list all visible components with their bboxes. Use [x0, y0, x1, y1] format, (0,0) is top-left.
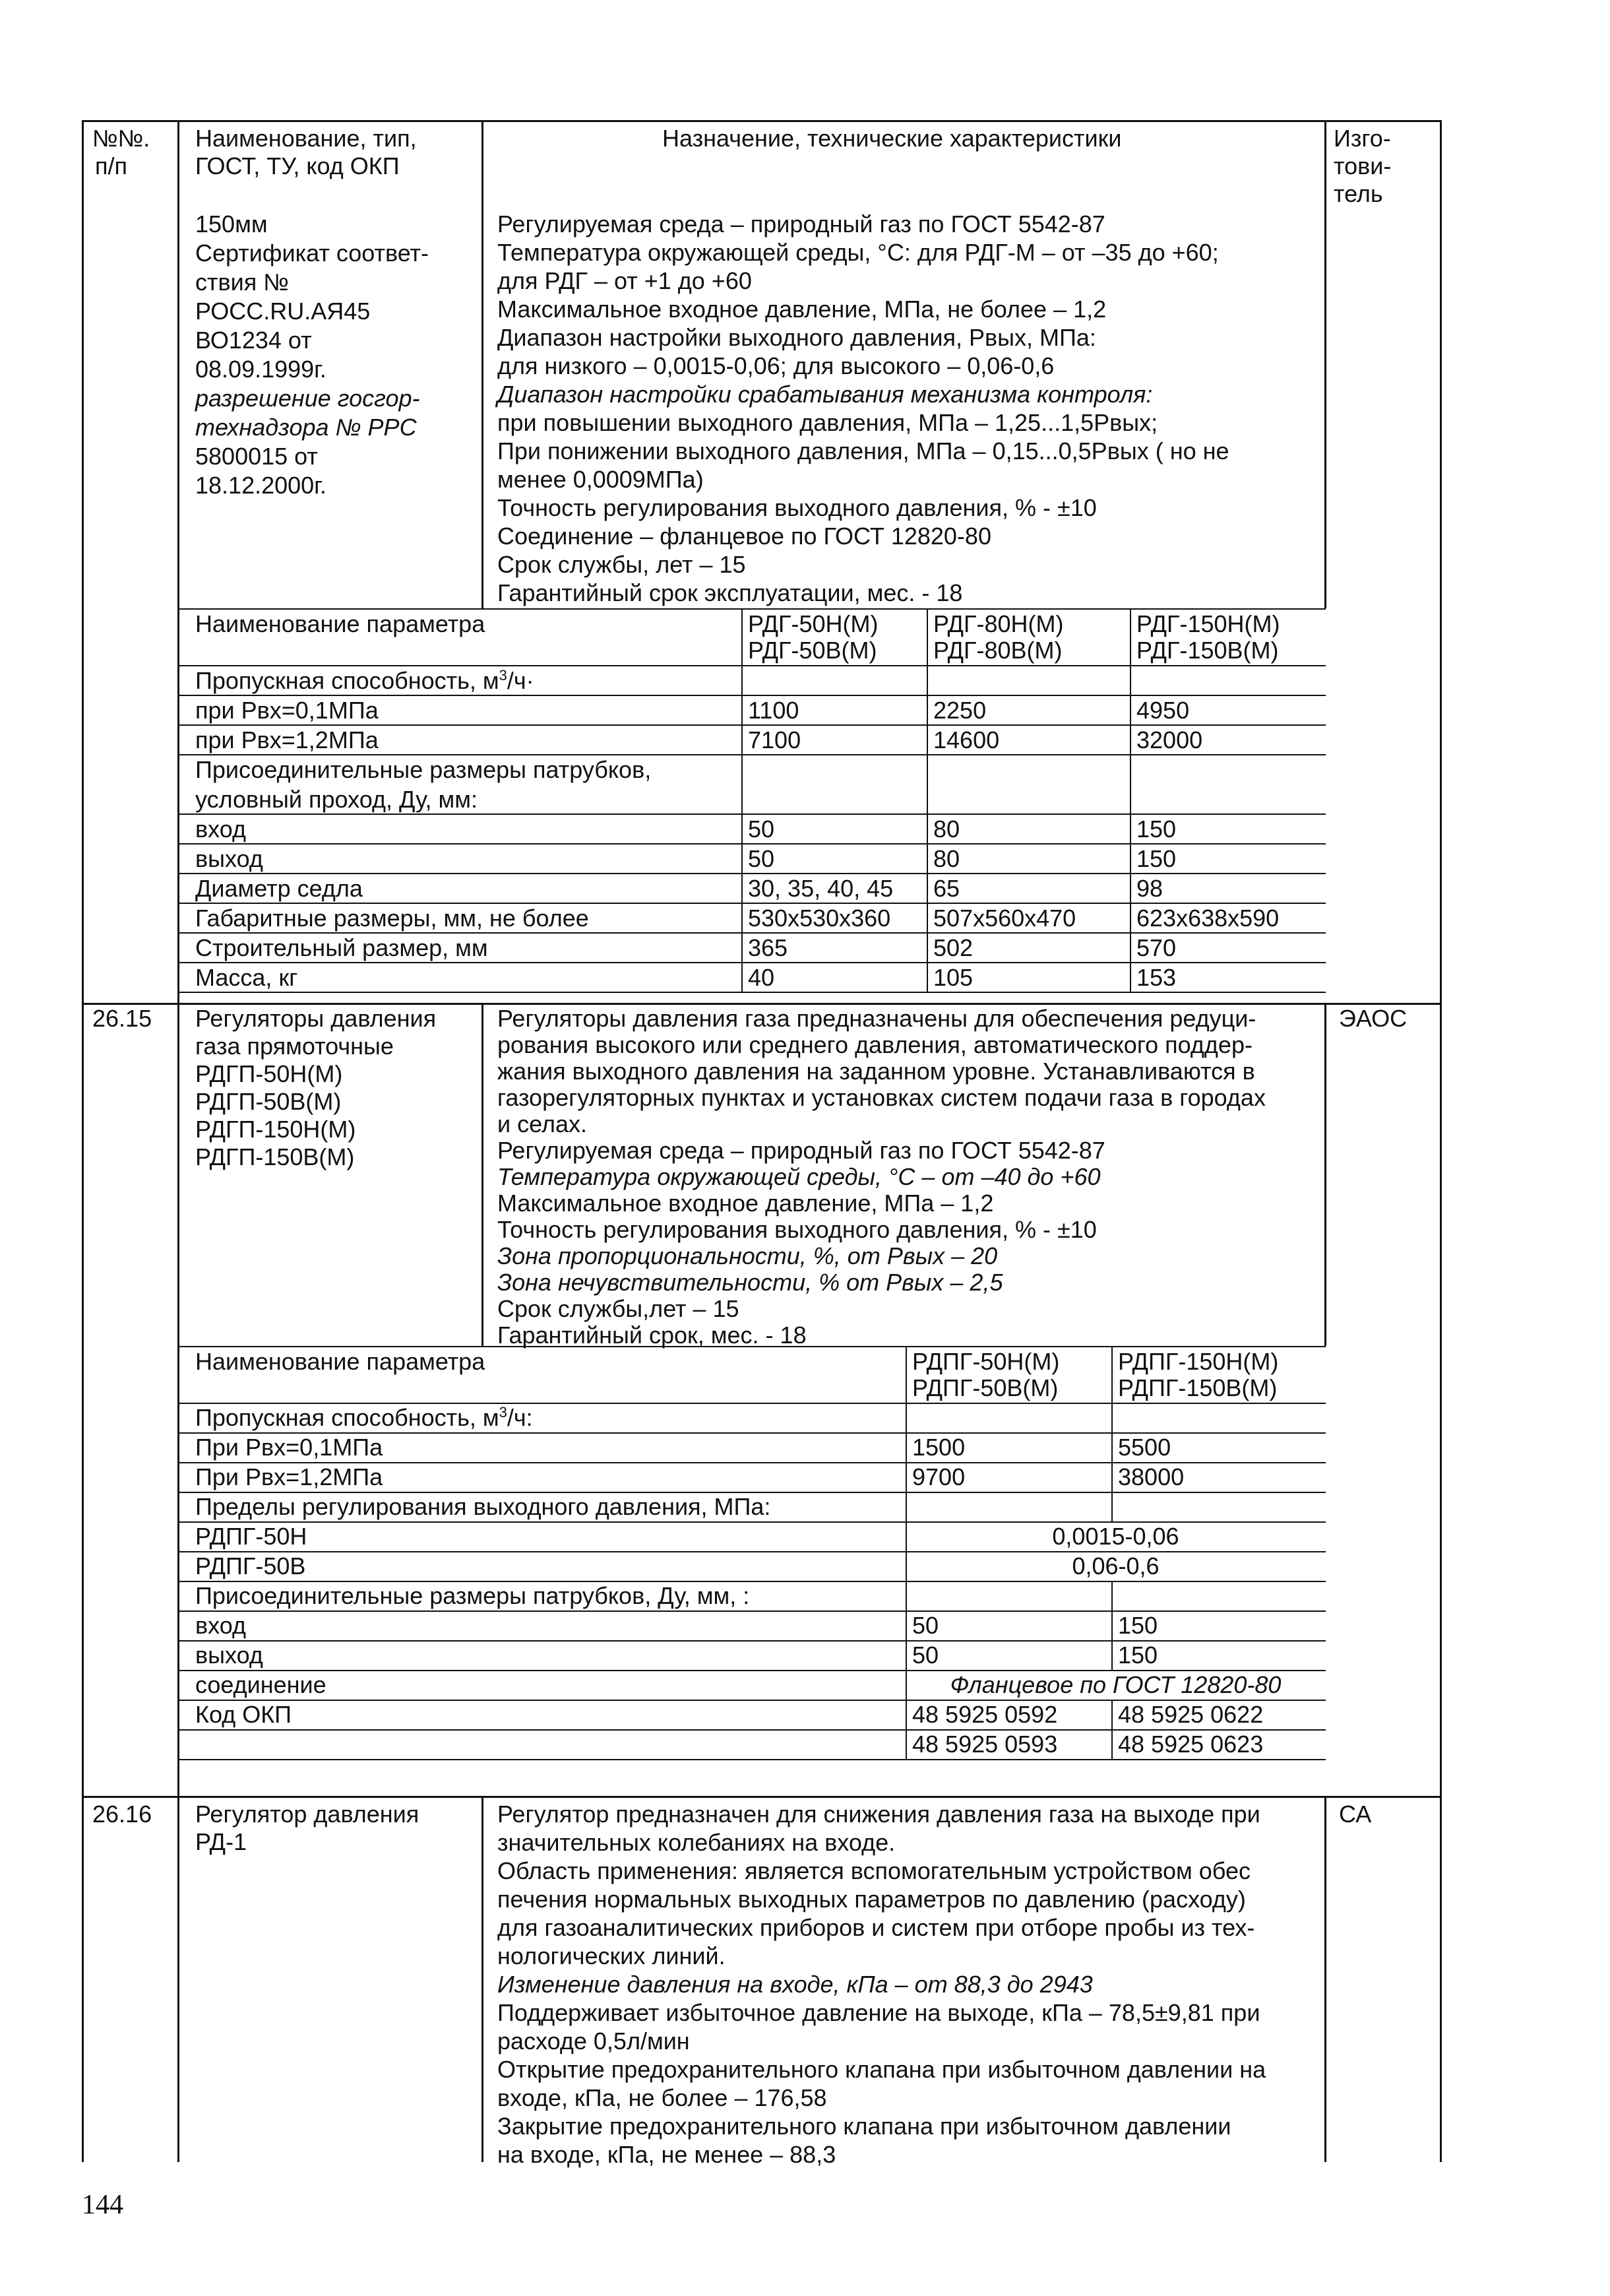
- item2-spec-line: входе, кПа, не более – 176,58: [497, 2084, 827, 2111]
- cont-spec-line: для РДГ – от +1 до +60: [497, 267, 752, 294]
- cont-name-line: 18.12.2000г.: [195, 472, 326, 499]
- t2-col-line: [906, 1581, 907, 1610]
- param-value-span: 0,0015-0,06: [1052, 1523, 1179, 1550]
- item2-spec-line: Регулятор предназначен для снижения давления газа на выходе при: [497, 1801, 1260, 1828]
- t2-col-line: [906, 1640, 907, 1670]
- param-value: 502: [933, 934, 974, 961]
- param-label: выход: [195, 1642, 263, 1669]
- header-maker-1: Изго-: [1334, 125, 1391, 152]
- param-value: 7100: [748, 726, 801, 753]
- cont-spec-line: для низкого – 0,0015-0,06; для высокого – 0,06-0,6: [497, 352, 1055, 379]
- item1-maker: ЭАОС: [1339, 1005, 1408, 1032]
- param-value: 150: [1136, 815, 1177, 843]
- item1-name-line: РДГП-150Н(М): [195, 1116, 356, 1143]
- item2-spec-line: значительных колебаниях на входе.: [497, 1829, 896, 1856]
- param-label: Присоединительные размеры патрубков,: [195, 756, 652, 783]
- param-value-span: 0,06-0,6: [1072, 1552, 1160, 1579]
- param-value: 48 5925 0592: [912, 1701, 1058, 1728]
- param-value: 150: [1118, 1642, 1158, 1669]
- t2-col-line: [906, 1462, 907, 1492]
- param-value: 150: [1136, 845, 1177, 872]
- item1-number: 26.15: [92, 1005, 152, 1032]
- header-maker-2: тови-: [1334, 152, 1392, 179]
- header-num-1: №№.: [92, 125, 150, 152]
- param-label: При Рвх=1,2МПа: [195, 1463, 383, 1490]
- cont-spec-line: Температура окружающей среды, °С: для РДГ-М – от –35 до +60;: [497, 239, 1219, 266]
- t2-col-line: [906, 1670, 907, 1700]
- table-border-top: [82, 120, 1442, 122]
- param-label: условный проход, Ду, мм:: [195, 786, 478, 813]
- t1-col-line: [927, 608, 928, 992]
- param-header: Наименование параметра: [195, 1348, 485, 1375]
- t2-col-line: [1111, 1610, 1113, 1640]
- param-label: При Рвх=0,1МПа: [195, 1434, 383, 1461]
- model-name: РДГ-80В(М): [933, 637, 1063, 664]
- param-value: 30, 35, 40, 45: [748, 875, 894, 902]
- param-value: 530х530х360: [748, 905, 891, 932]
- param-value: 5500: [1118, 1434, 1171, 1461]
- param-label: вход: [195, 1612, 246, 1639]
- item2-name-2: РД-1: [195, 1828, 247, 1855]
- t2-col-line: [1111, 1640, 1113, 1670]
- param-label: при Рвх=1,2МПа: [195, 726, 379, 753]
- cont-spec-line: при повышении выходного давления, МПа – 1,25...1,5Рвых;: [497, 409, 1158, 436]
- item1-spec-line: Регулируемая среда – природный газ по ГОСТ 5542-87: [497, 1137, 1105, 1164]
- header-purpose: Назначение, технические характеристики: [662, 125, 1122, 152]
- param-header: Наименование параметра: [195, 610, 485, 637]
- table-border-left: [82, 120, 84, 2162]
- cont-spec-line: Диапазон настройки выходного давления, Рвых, МПа:: [497, 324, 1096, 351]
- model-name: РДПГ-150В(М): [1118, 1374, 1278, 1401]
- page-number: 144: [82, 2190, 123, 2220]
- t2-col-line: [906, 1610, 907, 1640]
- t2-col-line: [906, 1729, 907, 1759]
- param-label: Пропускная способность, $м^3/ч$:: [195, 1404, 533, 1431]
- model-name: РДГ-50Н(М): [748, 610, 879, 637]
- item2-number: 26.16: [92, 1801, 152, 1828]
- param-label: Диаметр седла: [195, 875, 363, 902]
- param-label: выход: [195, 845, 263, 872]
- header-name-2: ГОСТ, ТУ, код ОКП: [195, 152, 400, 179]
- param-label: РДПГ-50Н: [195, 1523, 307, 1550]
- t1-col-line: [741, 608, 743, 992]
- item1-name-line: РДГП-150В(М): [195, 1143, 355, 1170]
- param-label: Габаритные размеры, мм, не более: [195, 905, 589, 932]
- t2-col-line: [1111, 1346, 1113, 1403]
- t2-col-line: [906, 1700, 907, 1729]
- col-sep-2c: [481, 1796, 483, 2162]
- item2-spec-line: Изменение давления на входе, кПа – от 88,3 до 2943: [497, 1971, 1093, 1998]
- cont-name-line: разрешение госгор-: [195, 385, 420, 412]
- header-num-2: п/п: [95, 152, 127, 179]
- param-value: 1100: [748, 697, 799, 724]
- param-value: 80: [933, 845, 960, 872]
- cont-spec-line: менее 0,0009МПа): [497, 466, 704, 493]
- item1-spec-line: Зона пропорциональности, %, от Рвых – 20: [497, 1242, 998, 1269]
- cont-name-line: РОСС.RU.АЯ45: [195, 298, 371, 325]
- t2-col-line: [906, 1551, 907, 1581]
- item1-spec-line: жания выходного давления на заданном уровне. Устанавливаются в: [497, 1058, 1255, 1085]
- t1-row-line: [177, 992, 1326, 993]
- param-value: 98: [1136, 875, 1163, 902]
- item1-spec-line: Гарантийный срок, мес. - 18: [497, 1322, 807, 1349]
- item1-spec-line: Температура окружающей среды, °С – от –40 до +60: [497, 1163, 1101, 1190]
- cont-spec-line: Регулируемая среда – природный газ по ГОСТ 5542-87: [497, 210, 1105, 238]
- param-value: 14600: [933, 726, 1000, 753]
- col-sep-2b: [481, 1003, 483, 1346]
- col-sep-2a: [481, 120, 483, 608]
- header-name-1: Наименование, тип,: [195, 125, 417, 152]
- t1-col-line: [1130, 608, 1131, 992]
- param-label: Пределы регулирования выходного давления, МПа:: [195, 1493, 771, 1520]
- param-value: 4950: [1136, 697, 1190, 724]
- param-label: РДПГ-50В: [195, 1552, 306, 1579]
- row-sep-item2: [82, 1796, 1442, 1798]
- cont-spec-line: Гарантийный срок эксплуатации, мес. - 18: [497, 579, 963, 606]
- item2-spec-line: расходе 0,5л/мин: [497, 2027, 690, 2055]
- param-value: 153: [1136, 964, 1177, 991]
- param-value: 38000: [1118, 1463, 1185, 1490]
- param-value: 80: [933, 815, 960, 843]
- cont-spec-line: Точность регулирования выходного давления, % - ±10: [497, 494, 1097, 521]
- item2-maker: СА: [1339, 1801, 1372, 1828]
- model-name: РДПГ-50Н(М): [912, 1348, 1060, 1375]
- item1-spec-line: и селах.: [497, 1110, 587, 1137]
- param-value: 365: [748, 934, 788, 961]
- param-label: соединение: [195, 1671, 326, 1698]
- cont-spec-line: При понижении выходного давления, МПа – 0,15...0,5Рвых ( но не: [497, 437, 1229, 464]
- item1-spec-line: Регуляторы давления газа предназначены для обеспечения редуци-: [497, 1005, 1256, 1032]
- item1-name-line: Регуляторы давления: [195, 1005, 437, 1032]
- param-value: 9700: [912, 1463, 966, 1490]
- cont-spec-line: Срок службы, лет – 15: [497, 551, 746, 578]
- cont-name-line: ВО1234 от: [195, 327, 312, 354]
- item1-spec-line: Зона нечувствительности, % от Рвых – 2,5: [497, 1269, 1003, 1296]
- item2-spec-line: Область применения: является вспомогательным устройством обес: [497, 1857, 1251, 1884]
- t2-col-line: [906, 1403, 907, 1432]
- param-label: Пропускная способность, $м^3/ч\cdot$: [195, 667, 534, 694]
- col-sep-3b: [1324, 1003, 1326, 1346]
- t2-col-line: [906, 1492, 907, 1521]
- cont-name-line: технадзора № РРС: [195, 414, 417, 441]
- param-value: 32000: [1136, 726, 1203, 753]
- model-name: РДГ-150Н(М): [1136, 610, 1280, 637]
- col-sep-3a: [1324, 120, 1326, 608]
- model-name: РДГ-80Н(М): [933, 610, 1064, 637]
- param-value: 65: [933, 875, 960, 902]
- param-value: 40: [748, 964, 775, 991]
- t2-col-line: [1111, 1581, 1113, 1610]
- param-label: Масса, кг: [195, 964, 298, 991]
- cont-name-line: 150мм: [195, 210, 268, 238]
- item1-name-line: газа прямоточные: [195, 1033, 394, 1060]
- param-value: 1500: [912, 1434, 966, 1461]
- item1-spec-line: Срок службы,лет – 15: [497, 1295, 739, 1322]
- param-value: 48 5925 0623: [1118, 1731, 1264, 1758]
- item2-spec-line: на входе, кПа, не менее – 88,3: [497, 2141, 836, 2168]
- cont-spec-line: Максимальное входное давление, МПа, не более – 1,2: [497, 296, 1107, 323]
- item1-spec-line: рования высокого или среднего давления, автоматического поддер-: [497, 1031, 1253, 1058]
- t2-col-line: [1111, 1432, 1113, 1462]
- t2-col-line: [1111, 1729, 1113, 1759]
- param-value: 623х638х590: [1136, 905, 1280, 932]
- cont-name-line: 08.09.1999г.: [195, 356, 326, 383]
- t2-col-line: [906, 1521, 907, 1551]
- param-value: 570: [1136, 934, 1177, 961]
- param-value: 105: [933, 964, 974, 991]
- item1-spec-line: газорегуляторных пунктах и установках систем подачи газа в городах: [497, 1084, 1266, 1111]
- item2-spec-line: Поддерживает избыточное давление на выходе, кПа – 78,5±9,81 при: [497, 1999, 1260, 2026]
- param-value: 150: [1118, 1612, 1158, 1639]
- model-name: РДПГ-50В(М): [912, 1374, 1059, 1401]
- param-value: 50: [912, 1642, 939, 1669]
- item2-name-1: Регулятор давления: [195, 1801, 419, 1828]
- item2-spec-line: Закрытие предохранительного клапана при избыточном давлении: [497, 2113, 1231, 2140]
- cont-name-line: Сертификат соответ-: [195, 239, 429, 267]
- item1-spec-line: Максимальное входное давление, МПа – 1,2: [497, 1190, 994, 1217]
- param-value: 50: [748, 845, 775, 872]
- item1-name-line: РДГП-50В(М): [195, 1088, 342, 1115]
- param-label: Код ОКП: [195, 1701, 292, 1728]
- param-value: 2250: [933, 697, 987, 724]
- item2-spec-line: нологических линий.: [497, 1942, 726, 1969]
- param-value: 50: [748, 815, 775, 843]
- t2-col-line: [1111, 1462, 1113, 1492]
- param-value: 507х560х470: [933, 905, 1076, 932]
- item2-spec-line: печения нормальных выходных параметров по давлению (расходу): [497, 1886, 1246, 1913]
- t2-col-line: [906, 1346, 907, 1403]
- document-table: [82, 120, 1442, 2168]
- model-name: РДПГ-150Н(М): [1118, 1348, 1279, 1375]
- col-sep-3c: [1324, 1796, 1326, 2162]
- model-name: РДГ-50В(М): [748, 637, 877, 664]
- table-border-right: [1440, 120, 1442, 2162]
- t2-col-line: [1111, 1403, 1113, 1432]
- item2-spec-line: для газоаналитических приборов и систем при отборе пробы из тех-: [497, 1914, 1255, 1941]
- col-sep-1: [177, 120, 179, 2162]
- t2-col-line: [1111, 1700, 1113, 1729]
- cont-spec-line: Соединение – фланцевое по ГОСТ 12820-80: [497, 523, 991, 550]
- param-label: вход: [195, 815, 246, 843]
- param-label: Строительный размер, мм: [195, 934, 488, 961]
- item1-spec-line: Точность регулирования выходного давления, % - ±10: [497, 1216, 1097, 1243]
- param-value: 48 5925 0622: [1118, 1701, 1264, 1728]
- item2-spec-line: Открытие предохранительного клапана при избыточном давлении на: [497, 2056, 1266, 2083]
- model-name: РДГ-150В(М): [1136, 637, 1279, 664]
- t2-col-line: [906, 1432, 907, 1462]
- param-value: 50: [912, 1612, 939, 1639]
- param-value-span: Фланцевое по ГОСТ 12820-80: [950, 1671, 1282, 1698]
- param-label: при Рвх=0,1МПа: [195, 697, 379, 724]
- t2-row-line: [177, 1759, 1326, 1760]
- cont-name-line: 5800015 от: [195, 443, 318, 470]
- param-label: Присоединительные размеры патрубков, Ду, мм, :: [195, 1582, 750, 1609]
- item1-name-line: РДГП-50Н(М): [195, 1060, 343, 1087]
- t2-col-line: [1111, 1492, 1113, 1521]
- param-value: 48 5925 0593: [912, 1731, 1058, 1758]
- header-maker-3: тель: [1334, 180, 1383, 207]
- cont-name-line: ствия №: [195, 269, 289, 296]
- cont-spec-line: Диапазон настройки срабатывания механизма контроля:: [497, 381, 1153, 408]
